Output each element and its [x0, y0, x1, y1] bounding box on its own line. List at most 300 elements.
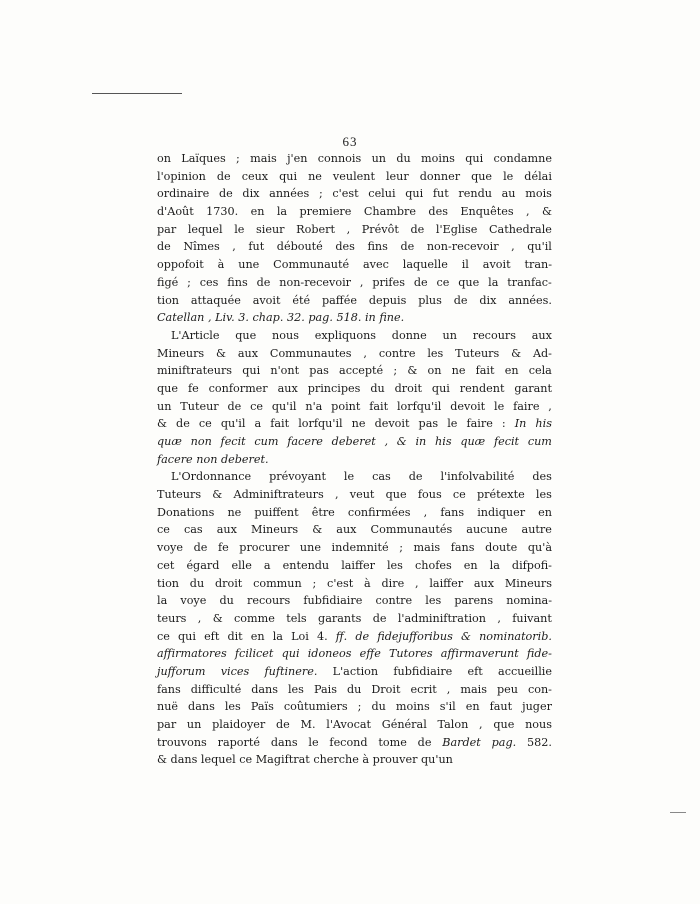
- text-line: [157, 468, 552, 486]
- word: aux: [216, 523, 237, 537]
- word: mais: [250, 152, 277, 165]
- word: Cathedrale: [489, 222, 552, 236]
- word: lorfqu'il: [298, 417, 343, 431]
- word: non-recevoir: [279, 275, 352, 289]
- word: à: [217, 258, 225, 272]
- word: affirmaverunt: [440, 647, 519, 661]
- word: Communautés: [370, 523, 453, 537]
- word: aux: [237, 346, 259, 360]
- word: ,: [446, 682, 451, 696]
- word: été: [292, 293, 311, 307]
- text-line: [157, 150, 552, 168]
- word: faire: [513, 399, 540, 413]
- text-line: [157, 681, 552, 699]
- text-line: [157, 716, 552, 734]
- word: en: [504, 364, 519, 378]
- word: les: [427, 346, 444, 360]
- word: effe: [359, 647, 381, 661]
- word: procurer: [239, 541, 290, 555]
- word: qu'il: [220, 417, 246, 431]
- word: jufforum: [157, 664, 206, 678]
- word: qu'un: [421, 753, 453, 767]
- word: veulent: [332, 169, 375, 183]
- text-line: [157, 292, 552, 310]
- word: lorfqu'il: [396, 399, 442, 413]
- word: ce: [157, 523, 170, 537]
- word: c'est: [327, 576, 354, 590]
- word: donner: [419, 169, 461, 183]
- text-line: [157, 185, 552, 203]
- word: le: [447, 417, 458, 431]
- word: ;: [357, 700, 362, 714]
- word: ,: [423, 505, 428, 519]
- word: recours: [472, 328, 516, 342]
- word: dans: [188, 700, 215, 714]
- word: d'Août: [157, 205, 194, 219]
- word: fuftinere.: [264, 664, 318, 678]
- text-line: [157, 309, 552, 327]
- word: droit: [214, 576, 243, 590]
- word: Talon: [437, 718, 469, 731]
- word: une: [299, 541, 321, 555]
- word: his: [435, 435, 452, 448]
- text-line: [157, 221, 552, 239]
- word: ,: [207, 311, 212, 325]
- word: autre: [521, 523, 552, 537]
- word: le: [308, 735, 319, 749]
- word: doute: [485, 541, 518, 555]
- word: chofes: [414, 558, 452, 572]
- word: condamne: [493, 152, 552, 165]
- word: depuis: [368, 293, 407, 307]
- word: quæ: [460, 435, 486, 448]
- word: délai: [524, 169, 552, 183]
- word: in: [364, 311, 376, 325]
- word: Bardet: [442, 735, 481, 749]
- word: avec: [363, 258, 389, 272]
- word: ne: [451, 364, 466, 378]
- word: Païs: [250, 700, 274, 714]
- word: fecit: [220, 435, 246, 448]
- word: Nîmes: [183, 240, 220, 254]
- word: rendu: [458, 187, 492, 201]
- word: cherche: [313, 753, 359, 767]
- word: du: [396, 152, 411, 165]
- word: de: [408, 470, 423, 484]
- word: ,: [232, 240, 236, 254]
- word: avoit: [482, 258, 511, 272]
- word: fe: [187, 381, 199, 395]
- text-line: [157, 539, 552, 557]
- word: un: [186, 718, 202, 731]
- word: Donations: [157, 505, 215, 519]
- text-line: [157, 362, 552, 380]
- word: Chambre: [363, 205, 416, 219]
- text-line: [157, 575, 552, 593]
- word: les: [535, 488, 552, 502]
- text-line: [157, 451, 552, 469]
- word: cum: [527, 435, 552, 448]
- word: tranfac-: [507, 275, 552, 289]
- word: 1730.: [206, 205, 239, 219]
- word: qu'il: [527, 240, 552, 254]
- word: de: [176, 417, 190, 431]
- word: nuë: [157, 700, 179, 714]
- word: n'ont: [270, 364, 300, 378]
- word: prouver: [372, 753, 418, 767]
- word: ;: [187, 275, 191, 289]
- word: voye: [180, 594, 207, 608]
- text-line: [157, 398, 552, 416]
- word: &: [396, 435, 407, 448]
- word: difpofi-: [511, 558, 552, 572]
- word: que: [458, 275, 480, 289]
- word: l'Eglise: [435, 222, 478, 236]
- word: Enquêtes: [460, 205, 514, 219]
- word: un: [442, 328, 457, 342]
- word: eft: [467, 664, 483, 678]
- word: Général: [381, 718, 427, 731]
- word: elle: [231, 558, 252, 572]
- word: point: [331, 399, 361, 413]
- word: non: [196, 452, 218, 466]
- word: ce: [198, 417, 212, 431]
- word: fait: [475, 364, 495, 378]
- text-line: [157, 327, 552, 345]
- word: fecit: [493, 435, 520, 448]
- word: fuivant: [512, 611, 552, 625]
- word: ;: [393, 364, 398, 378]
- word: le: [343, 470, 355, 484]
- word: eft: [204, 629, 220, 643]
- text-line: [157, 433, 552, 451]
- word: &: [511, 346, 522, 360]
- word: dix: [242, 187, 260, 201]
- word: fide-: [526, 647, 552, 661]
- text-line: [157, 663, 552, 681]
- word: plus: [418, 293, 442, 307]
- word: ;: [399, 541, 403, 555]
- word: de: [400, 240, 415, 254]
- word: idoneos: [307, 647, 352, 661]
- word: chap.: [252, 311, 284, 325]
- word: avoit: [252, 293, 281, 307]
- word: du: [219, 594, 234, 608]
- word: veut: [349, 488, 375, 502]
- word: L'Article: [171, 328, 220, 342]
- word: deberet.: [220, 452, 269, 466]
- word: fait: [369, 399, 389, 413]
- word: aux: [336, 523, 357, 537]
- word: con-: [527, 682, 552, 696]
- header-rule: [92, 93, 182, 94]
- word: droit: [394, 381, 422, 395]
- word: fous: [417, 488, 442, 502]
- word: dans: [251, 682, 278, 696]
- word: ;: [318, 187, 323, 201]
- word: Adminiftrateurs: [233, 488, 324, 502]
- word: ,: [363, 346, 367, 360]
- word: tion: [157, 576, 180, 590]
- word: juger: [522, 700, 552, 714]
- word: ;: [236, 152, 240, 165]
- word: peu: [496, 682, 518, 696]
- word: tion: [157, 293, 180, 307]
- word: ce: [452, 488, 466, 502]
- text-line: [157, 415, 552, 433]
- word: comme: [234, 611, 275, 625]
- word: Loi: [291, 629, 309, 643]
- word: Communautes: [269, 346, 352, 360]
- word: nomina-: [506, 594, 552, 608]
- word: &: [312, 523, 323, 537]
- word: paffée: [321, 293, 357, 307]
- word: faire: [466, 417, 493, 431]
- word: que: [157, 381, 178, 395]
- word: ,: [511, 240, 515, 254]
- word: le: [503, 169, 514, 183]
- word: ,: [384, 435, 389, 448]
- word: années: [269, 187, 310, 201]
- word: principes: [307, 381, 361, 395]
- word: ,: [346, 222, 351, 236]
- word: ,: [197, 611, 202, 625]
- word: ,: [334, 488, 339, 502]
- text-line: [157, 557, 552, 575]
- word: &: [541, 205, 552, 219]
- word: cet: [157, 558, 175, 572]
- word: L'action: [332, 664, 379, 678]
- text-line: [157, 256, 552, 274]
- word: donne: [391, 328, 427, 342]
- word: facere: [157, 452, 193, 466]
- word: ,: [548, 399, 552, 413]
- word: cela: [528, 364, 552, 378]
- word: tels: [286, 611, 307, 625]
- word: aux: [531, 328, 552, 342]
- word: &: [216, 346, 226, 360]
- word: en: [250, 205, 265, 219]
- word: ce: [157, 629, 170, 643]
- word: Tuteurs: [157, 488, 202, 502]
- text-line: [157, 521, 552, 539]
- word: a: [254, 417, 262, 431]
- word: j'en: [287, 152, 308, 165]
- word: une: [238, 258, 260, 272]
- word: qui: [405, 187, 424, 201]
- word: Ad-: [532, 346, 552, 360]
- word: années.: [508, 293, 552, 307]
- word: ceux: [241, 169, 269, 183]
- word: ,: [479, 718, 483, 731]
- word: le: [494, 399, 505, 413]
- word: L'Ordonnance: [171, 470, 252, 484]
- word: premiere: [299, 205, 352, 219]
- text-line: [157, 380, 552, 398]
- word: ce: [250, 399, 264, 413]
- word: vices: [220, 664, 250, 678]
- word: contre: [375, 594, 413, 608]
- word: accueillie: [498, 664, 552, 678]
- word: n'a: [305, 399, 323, 413]
- word: leur: [385, 169, 409, 183]
- word: Mineurs: [157, 346, 205, 360]
- word: dans: [170, 753, 198, 767]
- word: tran-: [524, 258, 552, 272]
- word: de: [410, 222, 425, 236]
- word: la: [489, 558, 500, 572]
- word: rendent: [459, 381, 505, 395]
- text-line: [157, 168, 552, 186]
- word: fubfidiaire: [303, 594, 363, 608]
- word: un: [371, 152, 386, 165]
- word: ecrit: [410, 682, 437, 696]
- word: entendu: [282, 558, 330, 572]
- word: de: [355, 629, 370, 643]
- word: &: [157, 417, 167, 431]
- word: coûtumiers: [283, 700, 348, 714]
- word: miniftrateurs: [157, 364, 233, 378]
- word: qui: [242, 364, 261, 378]
- word: Liv.: [215, 311, 235, 325]
- word: des: [428, 205, 448, 219]
- word: 518.: [336, 311, 362, 325]
- word: cas: [372, 470, 391, 484]
- word: ce: [436, 275, 450, 289]
- word: fine.: [379, 311, 405, 325]
- text-line: [157, 628, 552, 646]
- word: non-recevoir: [426, 240, 499, 254]
- word: de: [157, 240, 171, 254]
- word: quæ: [157, 435, 182, 448]
- word: sieur: [256, 222, 285, 236]
- word: au: [501, 187, 516, 201]
- word: en: [250, 629, 265, 643]
- word: les: [287, 682, 304, 696]
- word: la: [488, 275, 499, 289]
- word: pag.: [308, 311, 333, 325]
- page-number: 63: [342, 134, 358, 149]
- word: de: [256, 275, 271, 289]
- word: de: [227, 399, 242, 413]
- word: teurs: [157, 611, 187, 625]
- word: laquelle: [402, 258, 448, 272]
- word: garants: [318, 611, 362, 625]
- word: être: [311, 505, 335, 519]
- text-line: [157, 203, 552, 221]
- word: moins: [395, 700, 430, 714]
- word: Tuteur: [180, 399, 219, 413]
- word: oppofoit: [157, 258, 204, 272]
- word: il: [461, 258, 469, 272]
- word: &: [460, 629, 471, 643]
- word: du: [371, 700, 386, 714]
- word: que: [471, 169, 493, 183]
- word: qu'à: [527, 541, 552, 555]
- margin-rule: [670, 812, 686, 813]
- word: Mineurs: [251, 523, 299, 537]
- word: mais: [460, 682, 487, 696]
- word: accepté: [339, 364, 384, 378]
- word: indemnité: [331, 541, 389, 555]
- word: Magiftrat: [255, 753, 310, 767]
- word: puiffent: [254, 505, 299, 519]
- word: aucune: [466, 523, 508, 537]
- word: débouté: [276, 240, 323, 254]
- word: fidejufforibus: [377, 629, 453, 643]
- text-line: [157, 486, 552, 504]
- word: garant: [514, 381, 552, 395]
- word: moins: [421, 152, 455, 165]
- word: ce: [239, 753, 253, 767]
- word: facere: [287, 435, 323, 448]
- word: ces: [199, 275, 219, 289]
- word: à: [364, 576, 371, 590]
- word: devoit: [450, 399, 486, 413]
- word: mais: [413, 541, 441, 555]
- word: un: [157, 399, 172, 413]
- word: fans: [450, 541, 475, 555]
- word: cum: [254, 435, 279, 448]
- word: deberet: [331, 435, 376, 448]
- word: fut: [248, 240, 265, 254]
- word: fait: [270, 417, 290, 431]
- word: Laïques: [181, 152, 226, 165]
- word: &: [407, 364, 418, 378]
- word: de: [218, 187, 233, 201]
- word: figé: [157, 275, 179, 289]
- word: non: [190, 435, 212, 448]
- word: Tuteurs: [455, 346, 500, 360]
- word: fins: [227, 275, 248, 289]
- word: ne: [308, 169, 322, 183]
- word: égard: [186, 558, 220, 572]
- word: Pais: [313, 682, 337, 696]
- word: de: [372, 611, 387, 625]
- word: expliquons: [314, 328, 377, 342]
- word: du: [370, 381, 385, 395]
- word: on: [157, 152, 171, 165]
- word: ,: [525, 205, 530, 219]
- word: plaidoyer: [212, 718, 266, 731]
- word: la: [276, 205, 288, 219]
- word: qui: [279, 169, 298, 183]
- word: 582.: [526, 735, 552, 749]
- word: Droit: [371, 682, 401, 696]
- word: en: [463, 558, 478, 572]
- word: pag.: [491, 735, 517, 749]
- word: prévoyant: [269, 470, 326, 484]
- word: ne: [227, 505, 242, 519]
- word: ne: [351, 417, 366, 431]
- word: qui: [281, 647, 300, 661]
- text-line: [157, 698, 552, 716]
- word: dans: [270, 735, 298, 749]
- word: la: [157, 594, 168, 608]
- word: ,: [497, 611, 501, 625]
- word: aux: [277, 381, 298, 395]
- word: fubfidiaire: [393, 664, 453, 678]
- word: &: [212, 611, 223, 625]
- word: dix: [479, 293, 497, 307]
- word: Catellan: [157, 311, 205, 325]
- word: prétexte: [477, 488, 525, 502]
- word: pas: [309, 364, 329, 378]
- word: confirmées: [347, 505, 411, 519]
- word: recours: [247, 594, 291, 608]
- word: ,: [359, 275, 364, 289]
- word: de: [216, 169, 231, 183]
